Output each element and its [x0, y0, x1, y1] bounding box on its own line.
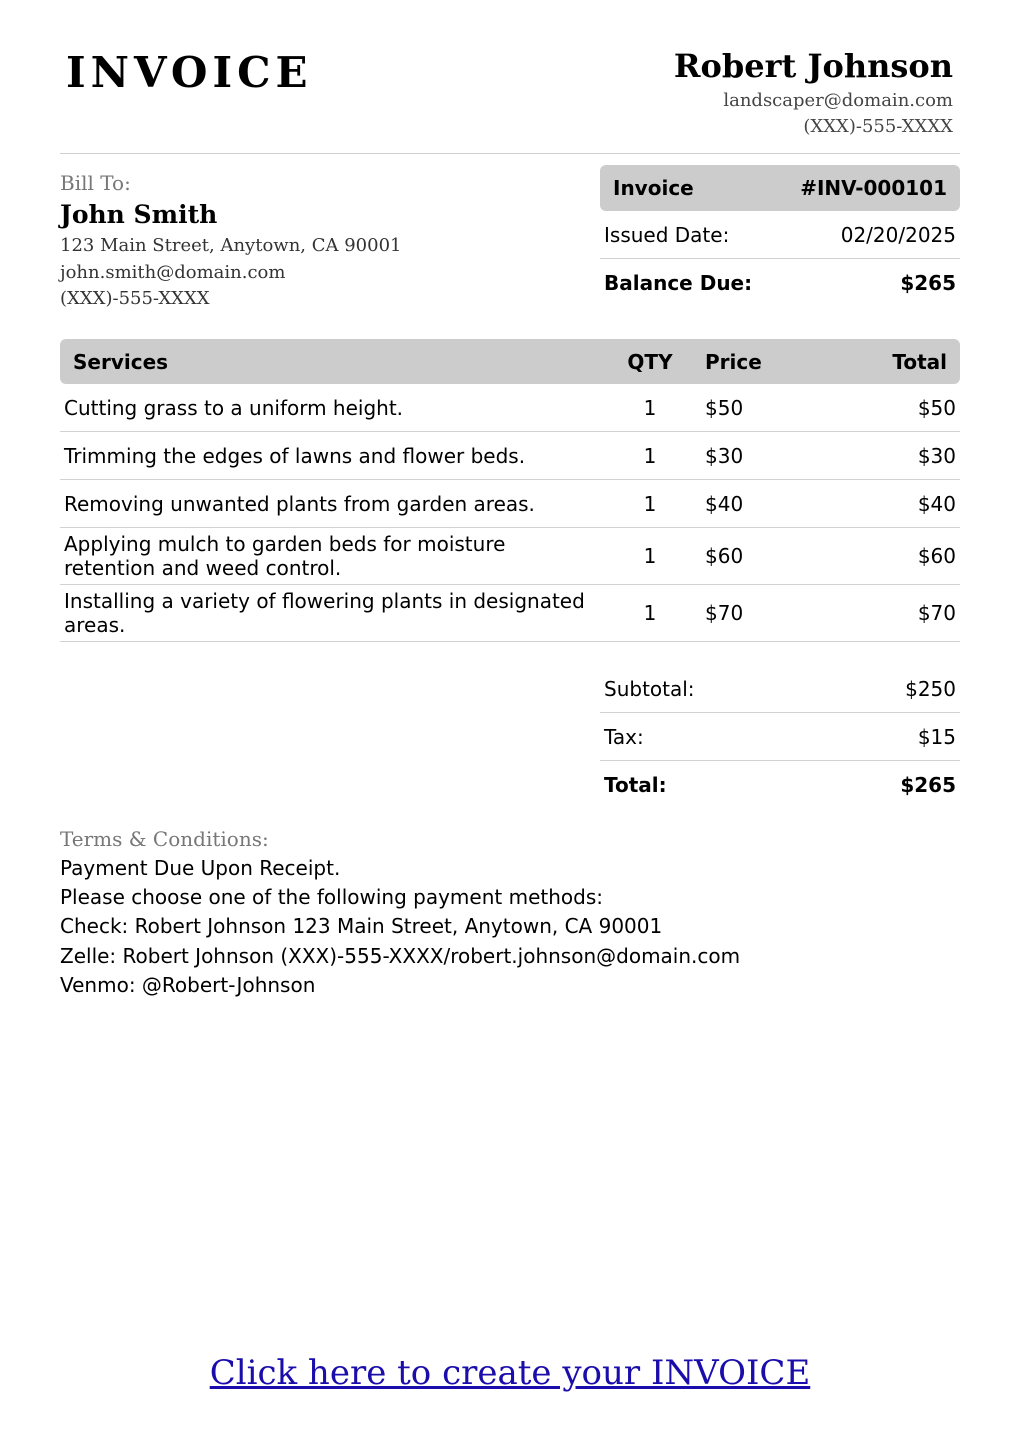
bill-to-label: Bill To: — [60, 171, 131, 195]
terms-label: Terms & Conditions: — [60, 827, 269, 851]
column-header-total: Total — [892, 349, 947, 374]
terms-line: Payment Due Upon Receipt. — [60, 856, 341, 880]
subtotal-row — [600, 665, 960, 713]
service-price: $30 — [705, 443, 744, 468]
bill-to-phone: (XXX)-555-XXXX — [60, 288, 210, 309]
company-email: landscaper@domain.com — [723, 90, 953, 111]
service-qty: 1 — [643, 544, 657, 568]
service-qty: 1 — [643, 491, 657, 516]
terms-block — [60, 825, 740, 1000]
total-label: Total: — [604, 772, 667, 797]
service-price: $50 — [705, 395, 744, 420]
bill-to-email: john.smith@domain.com — [60, 261, 286, 283]
invoice-label: Invoice — [613, 176, 694, 200]
bill-to-address: 123 Main Street, Anytown, CA 90001 — [60, 235, 402, 256]
balance-due-value: $265 — [900, 270, 956, 295]
service-description: Applying mulch to garden beds for moisture retention and weed control. — [64, 532, 506, 580]
invoice-meta — [600, 165, 960, 306]
service-description: Removing unwanted plants from garden areas. — [64, 491, 535, 516]
totals-block — [600, 665, 960, 808]
service-total: $40 — [917, 491, 956, 516]
tax-row — [600, 713, 960, 761]
services-table — [60, 339, 960, 642]
tax-label: Tax: — [604, 724, 644, 749]
service-price: $40 — [705, 491, 744, 516]
create-invoice-link[interactable]: Click here to create your INVOICE — [209, 1353, 811, 1393]
table-row — [60, 480, 960, 528]
company-info — [674, 44, 953, 140]
bill-to-name: John Smith — [60, 200, 218, 229]
table-row — [60, 585, 960, 642]
company-name: Robert Johnson — [673, 47, 953, 85]
terms-line: Venmo: @Robert-Johnson — [60, 972, 316, 997]
service-description: Trimming the edges of lawns and flower beds. — [64, 443, 526, 468]
table-row — [60, 384, 960, 432]
cta-container — [0, 1350, 1020, 1396]
service-qty: 1 — [643, 395, 657, 420]
service-qty: 1 — [643, 601, 657, 625]
table-row — [60, 432, 960, 480]
issued-date-row — [600, 211, 960, 259]
service-price: $60 — [705, 544, 744, 568]
column-header-qty: QTY — [627, 349, 673, 374]
total-row — [600, 761, 960, 808]
services-table-header — [60, 339, 960, 384]
company-phone: (XXX)-555-XXXX — [803, 116, 953, 137]
service-price: $70 — [705, 601, 744, 625]
terms-line: Please choose one of the following payment methods: — [60, 885, 603, 910]
terms-line: Zelle: Robert Johnson (XXX)-555-XXXX/robert.johnson@domain.com — [60, 943, 741, 968]
column-header-price: Price — [705, 349, 762, 374]
subtotal-label: Subtotal: — [604, 676, 695, 701]
invoice-number: #INV-000101 — [800, 176, 947, 200]
balance-due-label: Balance Due: — [604, 270, 753, 295]
service-total: $50 — [917, 395, 956, 420]
terms-line: Check: Robert Johnson 123 Main Street, Anytown, CA 90001 — [60, 914, 663, 939]
subtotal-value: $250 — [905, 676, 956, 701]
balance-due-row — [600, 259, 960, 306]
table-row — [60, 528, 960, 585]
invoice-title: INVOICE — [66, 48, 313, 97]
service-total: $70 — [917, 601, 956, 625]
service-total: $30 — [917, 443, 956, 468]
tax-value: $15 — [917, 724, 956, 749]
total-value: $265 — [900, 772, 956, 797]
issued-date-label: Issued Date: — [604, 222, 730, 247]
header-divider — [60, 153, 960, 154]
service-description: Installing a variety of flowering plants in designated areas. — [64, 589, 585, 637]
invoice-number-header — [600, 165, 960, 211]
column-header-services: Services — [73, 349, 169, 374]
service-description: Cutting grass to a uniform height. — [64, 395, 404, 420]
bill-to-block — [60, 169, 402, 313]
issued-date-value: 02/20/2025 — [840, 222, 956, 247]
service-qty: 1 — [643, 443, 657, 468]
service-total: $60 — [917, 544, 956, 568]
